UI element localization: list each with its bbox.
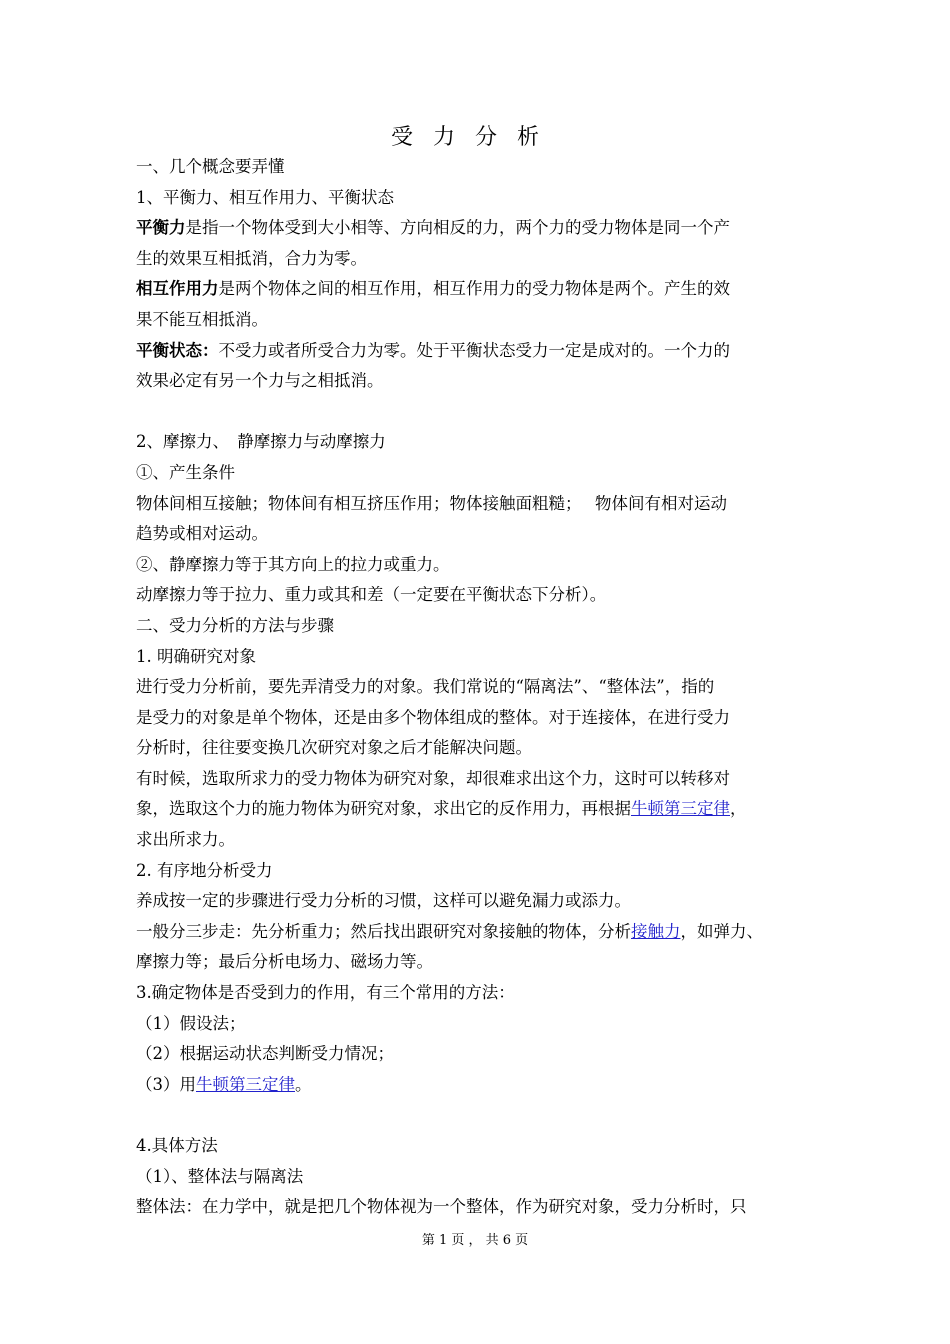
document-body	[136, 152, 826, 1223]
term-bold: 相互作用力	[136, 279, 219, 299]
section-heading: 二、受力分析的方法与步骤	[136, 615, 334, 635]
paragraph-line: 生的效果互相抵消，合力为零。	[136, 248, 367, 268]
subsection-heading: 2、摩擦力、 静摩擦力与动摩擦力	[136, 432, 386, 452]
subsection-heading: 3.确定物体是否受到力的作用，有三个常用的方法：	[136, 983, 515, 1003]
paragraph-line: 分析时，往往要变换几次研究对象之后才能解决问题。	[136, 738, 532, 758]
list-item: （3）用牛顿第三定律。	[136, 1074, 312, 1094]
contact-force-link[interactable]: 接触力	[631, 921, 681, 941]
paragraph-line: 平衡状态：不受力或者所受合力为零。处于平衡状态受力一定是成对的。一个力的	[136, 340, 730, 360]
paragraph-line: 效果必定有另一个力与之相抵消。	[136, 371, 384, 391]
newton-third-law-link[interactable]: 牛顿第三定律	[196, 1074, 295, 1094]
paragraph-line: 果不能互相抵消。	[136, 309, 268, 329]
paragraph-line: 趋势或相对运动。	[136, 524, 268, 544]
list-item: （2）根据运动状态判断受力情况；	[136, 1044, 394, 1064]
paragraph-line: 求出所求力。	[136, 830, 235, 850]
document-title: 受力分析	[390, 125, 559, 150]
paragraph-line: ②、静摩擦力等于其方向上的拉力或重力。	[136, 554, 450, 574]
term-bold: 平衡力	[136, 218, 186, 238]
paragraph-line: 是受力的对象是单个物体，还是由多个物体组成的整体。对于连接体，在进行受力	[136, 707, 730, 727]
subsection-heading: 4.具体方法	[136, 1136, 218, 1155]
paragraph-line: 整体法：在力学中，就是把几个物体视为一个整体，作为研究对象，受力分析时，只	[136, 1197, 747, 1217]
section-heading: 一、几个概念要弄懂	[136, 157, 285, 176]
paragraph-line: 一般分三步走：先分析重力；然后找出跟研究对象接触的物体，分析接触力，如弹力、	[136, 921, 763, 941]
list-item: （1）假设法；	[136, 1013, 246, 1033]
paragraph-line: （1）、整体法与隔离法	[136, 1166, 304, 1186]
blank-line	[136, 1100, 826, 1131]
paragraph-line: 动摩擦力等于拉力、重力或其和差（一定要在平衡状态下分析）。	[136, 585, 607, 605]
newton-third-law-link[interactable]: 牛顿第三定律	[631, 799, 730, 819]
page-footer: 第 1 页 ， 共 6 页	[421, 1233, 529, 1248]
subsection-heading: 2. 有序地分析受力	[136, 860, 273, 880]
blank-line	[136, 397, 826, 428]
paragraph-line: 平衡力是指一个物体受到大小相等、方向相反的力，两个力的受力物体是同一个产	[136, 218, 730, 238]
paragraph-line: 相互作用力是两个物体之间的相互作用，相互作用力的受力物体是两个。产生的效	[136, 279, 730, 299]
subsection-heading: 1、平衡力、相互作用力、平衡状态	[136, 187, 394, 207]
term-bold: 平衡状态：	[136, 340, 219, 360]
subsection-heading: 1. 明确研究对象	[136, 646, 256, 666]
paragraph-line: ①、产生条件	[136, 462, 235, 482]
paragraph-line: 有时候，选取所求力的受力物体为研究对象，却很难求出这个力，这时可以转移对	[136, 768, 730, 788]
paragraph-line: 养成按一定的步骤进行受力分析的习惯，这样可以避免漏力或添力。	[136, 891, 631, 911]
paragraph-line: 进行受力分析前，要先弄清受力的对象。我们常说的“隔离法”、“整体法”，指的	[136, 677, 715, 697]
paragraph-line: 物体间相互接触；物体间有相互挤压作用；物体接触面粗糙； 物体间有相对运动	[136, 493, 727, 513]
paragraph-line: 摩擦力等；最后分析电场力、磁场力等。	[136, 952, 433, 972]
paragraph-line: 象，选取这个力的施力物体为研究对象，求出它的反作用力，再根据牛顿第三定律，	[136, 799, 747, 819]
